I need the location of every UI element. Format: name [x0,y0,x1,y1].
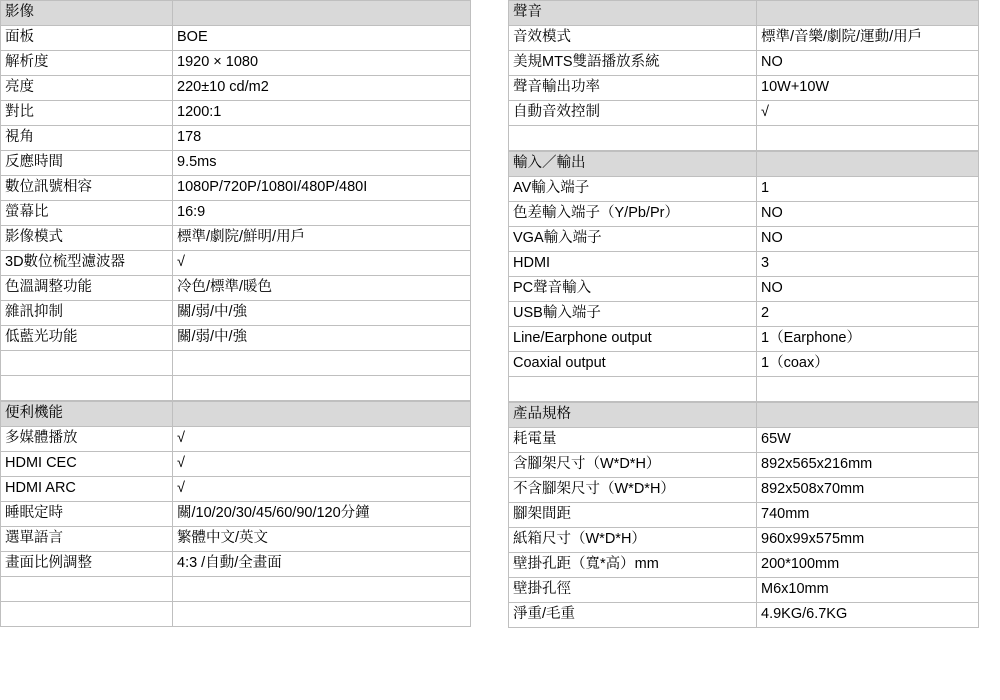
spec-label: 色差輸入端子（Y/Pb/Pr） [509,202,757,227]
spec-value: 892x565x216mm [757,453,979,478]
table-row [509,202,979,227]
section-title: 產品規格 [509,403,757,428]
spec-value: 16:9 [173,201,471,226]
section-title-filler [757,403,979,428]
spec-label: PC聲音輸入 [509,277,757,302]
table-row [1,527,471,552]
section-title: 聲音 [509,1,757,26]
spec-value: 關/10/20/30/45/60/90/120分鐘 [173,502,471,527]
spec-table-io [508,151,979,402]
spec-value [173,351,471,376]
spec-value: 1200:1 [173,101,471,126]
section-header-row [509,152,979,177]
spec-value: 標準/劇院/鮮明/用戶 [173,226,471,251]
spec-value: √ [173,251,471,276]
table-row [509,478,979,503]
table-row [1,201,471,226]
section-title-filler [757,1,979,26]
spec-value [757,377,979,402]
table-row [1,326,471,351]
spec-value: 1 [757,177,979,202]
spec-label: 對比 [1,101,173,126]
table-row [509,528,979,553]
table-row [509,578,979,603]
spec-label: VGA輸入端子 [509,227,757,252]
table-row [1,452,471,477]
spec-label: 壁掛孔距（寬*高）mm [509,553,757,578]
table-row-empty [1,602,471,627]
section-header-row [509,1,979,26]
spec-value: 3 [757,252,979,277]
spec-value: 關/弱/中/強 [173,301,471,326]
table-row [509,252,979,277]
spec-label: 紙箱尺寸（W*D*H） [509,528,757,553]
spec-value: NO [757,227,979,252]
spec-value: M6x10mm [757,578,979,603]
table-row [509,76,979,101]
table-row [509,26,979,51]
table-row [1,51,471,76]
spec-label: 解析度 [1,51,173,76]
table-row [509,603,979,628]
spec-value: NO [757,51,979,76]
spec-table-sound [508,0,979,151]
spec-value: 220±10 cd/m2 [173,76,471,101]
spec-label [509,377,757,402]
section-title-filler [173,402,471,427]
table-row [509,227,979,252]
table-row [1,301,471,326]
spec-label: 螢幕比 [1,201,173,226]
spec-value: 960x99x575mm [757,528,979,553]
table-row [509,352,979,377]
spec-label: 雜訊抑制 [1,301,173,326]
spec-value: 標準/音樂/劇院/運動/用戶 [757,26,979,51]
spec-value [173,577,471,602]
spec-value: 關/弱/中/強 [173,326,471,351]
spec-value [757,126,979,151]
table-row [1,26,471,51]
spec-label: 腳架間距 [509,503,757,528]
spec-label: 壁掛孔徑 [509,578,757,603]
spec-label: 不含腳架尺寸（W*D*H） [509,478,757,503]
spec-label: 色溫調整功能 [1,276,173,301]
spec-table-convenience [0,401,471,627]
table-row-empty [509,126,979,151]
spec-table-product [508,402,979,628]
spec-label: Coaxial output [509,352,757,377]
spec-label: HDMI CEC [1,452,173,477]
spec-value: 740mm [757,503,979,528]
table-row [1,276,471,301]
spec-label: 亮度 [1,76,173,101]
table-row [509,553,979,578]
spec-value: √ [757,101,979,126]
table-row [509,177,979,202]
spec-value: 冷色/標準/暖色 [173,276,471,301]
spec-value: 9.5ms [173,151,471,176]
spec-label: Line/Earphone output [509,327,757,352]
table-row [509,428,979,453]
table-row [1,477,471,502]
spec-value: BOE [173,26,471,51]
table-row [1,101,471,126]
spec-value: 10W+10W [757,76,979,101]
section-title-filler [757,152,979,177]
spec-label: AV輸入端子 [509,177,757,202]
table-row [1,427,471,452]
spec-label: 音效模式 [509,26,757,51]
section-title: 輸入／輸出 [509,152,757,177]
spec-label: 數位訊號相容 [1,176,173,201]
spec-value: √ [173,477,471,502]
table-row [1,76,471,101]
left-column [0,0,470,627]
spec-label: HDMI ARC [1,477,173,502]
spec-value: NO [757,277,979,302]
table-row [509,302,979,327]
table-row-empty [1,577,471,602]
spec-value: 2 [757,302,979,327]
table-row [509,503,979,528]
spec-value: NO [757,202,979,227]
spec-value: √ [173,452,471,477]
spec-label [509,126,757,151]
spec-label: 3D數位梳型濾波器 [1,251,173,276]
section-header-row [1,1,471,26]
table-row [509,101,979,126]
spec-label: 反應時間 [1,151,173,176]
spec-label: 視角 [1,126,173,151]
spec-value: 1080P/720P/1080I/480P/480I [173,176,471,201]
spec-value: 65W [757,428,979,453]
table-row [1,502,471,527]
spec-label: 畫面比例調整 [1,552,173,577]
spec-label [1,577,173,602]
spec-table-video [0,0,471,401]
section-title: 影像 [1,1,173,26]
section-header-row [1,402,471,427]
spec-label: 耗電量 [509,428,757,453]
spec-label: 淨重/毛重 [509,603,757,628]
table-row [1,151,471,176]
spec-label [1,376,173,401]
spec-label: HDMI [509,252,757,277]
spec-label: 影像模式 [1,226,173,251]
spec-value [173,376,471,401]
spec-value: 4:3 /自動/全畫面 [173,552,471,577]
table-row [509,327,979,352]
table-row-empty [1,351,471,376]
spec-value: 1（Earphone） [757,327,979,352]
table-row [509,51,979,76]
section-header-row [509,403,979,428]
table-row-empty [509,377,979,402]
spec-label [1,351,173,376]
table-row [509,453,979,478]
table-row [509,277,979,302]
spec-value: 4.9KG/6.7KG [757,603,979,628]
spec-label: 美規MTS雙語播放系統 [509,51,757,76]
spec-value: 200*100mm [757,553,979,578]
spec-label: 自動音效控制 [509,101,757,126]
spec-label: 聲音輸出功率 [509,76,757,101]
spec-label: 含腳架尺寸（W*D*H） [509,453,757,478]
spec-value: 1（coax） [757,352,979,377]
table-row [1,126,471,151]
section-title-filler [173,1,471,26]
table-row [1,176,471,201]
spec-label [1,602,173,627]
spec-value: 892x508x70mm [757,478,979,503]
table-row [1,552,471,577]
table-row-empty [1,376,471,401]
spec-label: 睡眠定時 [1,502,173,527]
section-title: 便利機能 [1,402,173,427]
spec-label: 多媒體播放 [1,427,173,452]
table-row [1,251,471,276]
spec-label: 低藍光功能 [1,326,173,351]
spec-value: √ [173,427,471,452]
spec-value: 1920 × 1080 [173,51,471,76]
spec-label: 面板 [1,26,173,51]
spec-label: 選單語言 [1,527,173,552]
right-column [508,0,978,628]
spec-value: 繁體中文/英文 [173,527,471,552]
spec-value: 178 [173,126,471,151]
spec-value [173,602,471,627]
spec-label: USB輸入端子 [509,302,757,327]
table-row [1,226,471,251]
